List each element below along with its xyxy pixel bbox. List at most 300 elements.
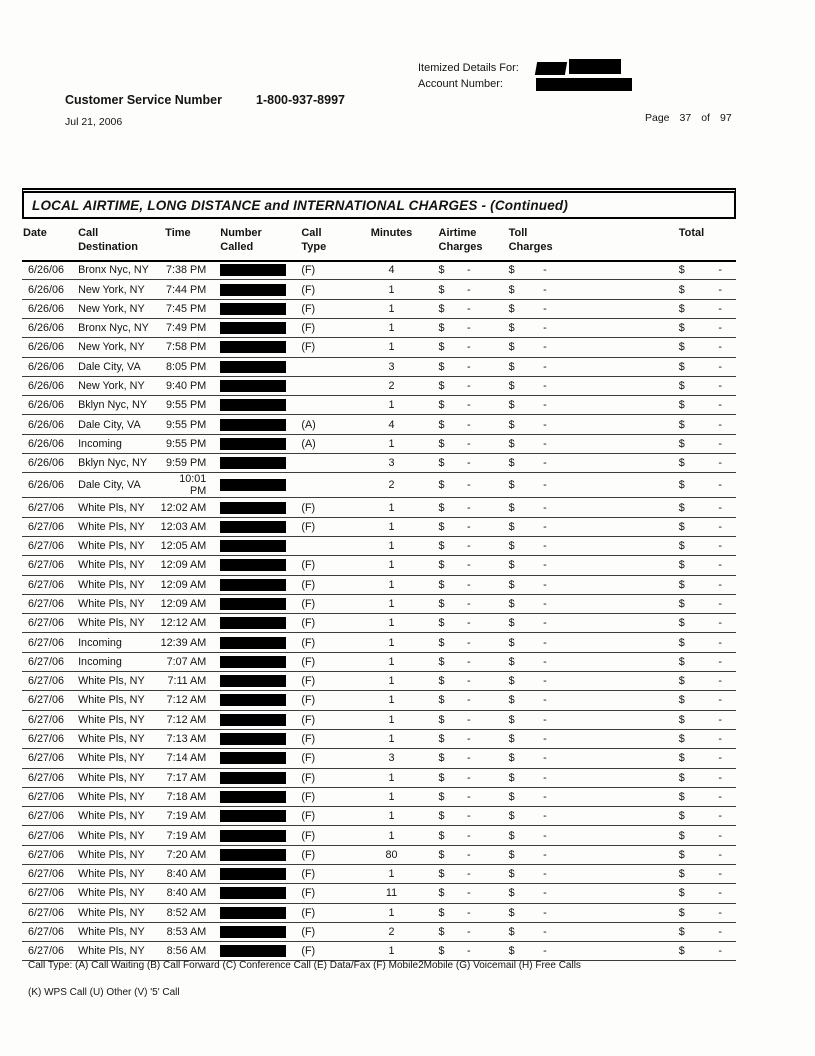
cell-airtime-charges [439,691,501,710]
cell-total [621,498,736,517]
cell-airtime-charges [439,826,501,845]
cell-call-destination: White Pls, NY [72,691,160,710]
charge-amount: - [543,655,547,668]
cell-date: 6/26/06 [22,376,72,395]
cell-total [621,338,736,357]
table-title: LOCAL AIRTIME, LONG DISTANCE and INTERNATIONAL CHARGES - (Continued) [22,188,736,219]
call-row [22,807,736,826]
cell-toll-charges [501,261,621,280]
cell-toll-charges [501,318,621,337]
cell-call-type: (F) [292,710,344,729]
call-row [22,903,736,922]
cell-airtime-charges [439,922,501,941]
cell-number-called [218,415,292,434]
cell-minutes: 3 [344,454,438,473]
cell-date: 6/27/06 [22,691,72,710]
charge-amount: - [718,540,722,553]
cell-date: 6/27/06 [22,672,72,691]
charge-amount: - [467,559,471,572]
dollar-sign: $ [508,597,515,610]
cell-number-called [218,768,292,787]
cell-number-called [218,942,292,961]
charge-amount: - [467,655,471,668]
cell-date: 6/27/06 [22,498,72,517]
dollar-sign: $ [508,887,515,900]
cell-time: 7:07 AM [160,652,218,671]
dollar-sign: $ [438,887,445,900]
charge-amount: - [543,360,547,373]
cell-total [621,299,736,318]
cell-total [621,614,736,633]
cell-time: 7:44 PM [160,280,218,299]
redacted-phone-number-bar [220,810,286,822]
dollar-sign: $ [678,694,685,707]
redacted-phone-number-bar [220,598,286,610]
cell-date: 6/26/06 [22,415,72,434]
cell-number-called [218,845,292,864]
cell-minutes: 1 [344,633,438,652]
table-header-row [22,219,736,261]
dollar-sign: $ [678,617,685,630]
charge-amount: - [543,540,547,553]
cell-time: 8:40 AM [160,865,218,884]
dollar-sign: $ [678,399,685,412]
cell-number-called [218,357,292,376]
dollar-sign: $ [678,945,685,958]
cell-number-called [218,787,292,806]
charge-amount: - [543,790,547,803]
cell-total [621,729,736,748]
cell-airtime-charges [439,338,501,357]
cell-date: 6/26/06 [22,299,72,318]
cell-minutes: 1 [344,672,438,691]
dollar-sign: $ [438,810,445,823]
cell-call-destination: White Pls, NY [72,594,160,613]
redacted-phone-number-bar [220,694,286,706]
dollar-sign: $ [508,771,515,784]
cell-number-called [218,826,292,845]
cell-minutes: 1 [344,498,438,517]
account-block [418,60,632,92]
call-row [22,749,736,768]
cell-time: 7:38 PM [160,261,218,280]
cell-toll-charges [501,729,621,748]
itemized-details-line [418,60,632,76]
cell-date: 6/27/06 [22,594,72,613]
cell-toll-charges [501,865,621,884]
charge-amount: - [718,868,722,881]
cell-airtime-charges [439,845,501,864]
call-row [22,865,736,884]
cell-call-destination: New York, NY [72,376,160,395]
cell-toll-charges [501,614,621,633]
charge-amount: - [543,713,547,726]
cell-minutes: 1 [344,318,438,337]
charge-amount: - [718,597,722,610]
dollar-sign: $ [438,399,445,412]
col-header-toll-line1: Toll [508,227,528,239]
cell-call-destination: White Pls, NY [72,845,160,864]
charge-amount: - [718,713,722,726]
cell-call-destination: White Pls, NY [72,768,160,787]
cell-call-type: (F) [292,498,344,517]
cell-minutes: 80 [344,845,438,864]
cell-airtime-charges [439,729,501,748]
charge-amount: - [467,868,471,881]
dollar-sign: $ [678,887,685,900]
call-type-legend-line1: Call Type: (A) Call Waiting (B) Call Forward (C) Conference Call (E) Data/Fax (F) Mobile2Mobile (G) Voicemail (H) Free Calls [28,960,581,971]
cell-time: 7:58 PM [160,338,218,357]
cell-date: 6/27/06 [22,517,72,536]
cell-call-destination: White Pls, NY [72,536,160,555]
charge-amount: - [467,829,471,842]
charge-amount: - [718,926,722,939]
col-header-call-destination-line2: Destination [78,241,138,254]
cell-number-called [218,672,292,691]
cell-number-called [218,922,292,941]
cell-total [621,922,736,941]
cell-total [621,434,736,453]
cell-number-called [218,338,292,357]
cell-airtime-charges [439,376,501,395]
charge-amount: - [543,771,547,784]
charge-amount: - [543,675,547,688]
call-row [22,338,736,357]
redacted-phone-number-bar [220,579,286,591]
call-row [22,633,736,652]
redacted-account-number-bar [536,78,632,91]
charge-amount: - [718,655,722,668]
charge-amount: - [467,752,471,765]
dollar-sign: $ [438,713,445,726]
redacted-phone-number-bar [220,502,286,514]
dollar-sign: $ [438,733,445,746]
cell-call-destination: New York, NY [72,338,160,357]
cell-airtime-charges [439,261,501,280]
dollar-sign: $ [678,380,685,393]
cell-date: 6/26/06 [22,338,72,357]
cell-total [621,633,736,652]
cell-airtime-charges [439,672,501,691]
cell-time: 7:13 AM [160,729,218,748]
cell-date: 6/27/06 [22,884,72,903]
cell-call-destination: Dale City, VA [72,473,160,498]
dollar-sign: $ [678,322,685,335]
col-header-call-destination-line1: Call [78,227,99,239]
dollar-sign: $ [678,479,685,492]
cell-number-called [218,280,292,299]
charge-amount: - [543,399,547,412]
cell-time: 7:19 AM [160,807,218,826]
call-type-legend-line2: (K) WPS Call (U) Other (V) '5' Call [28,987,180,998]
redacted-phone-number-bar [220,399,286,411]
dollar-sign: $ [508,479,515,492]
cell-airtime-charges [439,536,501,555]
charge-amount: - [543,341,547,354]
dollar-sign: $ [508,360,515,373]
dollar-sign: $ [508,752,515,765]
cell-toll-charges [501,280,621,299]
dollar-sign: $ [508,418,515,431]
cell-call-destination: White Pls, NY [72,498,160,517]
dollar-sign: $ [508,926,515,939]
cell-time: 7:20 AM [160,845,218,864]
charge-amount: - [543,380,547,393]
redacted-phone-number-bar [220,714,286,726]
charge-amount: - [543,479,547,492]
cell-minutes: 1 [344,594,438,613]
cell-toll-charges [501,575,621,594]
dollar-sign: $ [678,360,685,373]
cell-time: 7:11 AM [160,672,218,691]
col-header-airtime-line1: Airtime [438,227,477,239]
charge-amount: - [718,887,722,900]
dollar-sign: $ [438,540,445,553]
dollar-sign: $ [678,437,685,450]
cell-minutes: 2 [344,376,438,395]
cell-call-destination: White Pls, NY [72,807,160,826]
cell-time: 9:55 PM [160,396,218,415]
charge-amount: - [467,302,471,315]
cell-call-type: (F) [292,865,344,884]
cell-call-destination: White Pls, NY [72,884,160,903]
cell-time: 7:12 AM [160,710,218,729]
cell-number-called [218,454,292,473]
cell-call-destination: White Pls, NY [72,710,160,729]
call-row [22,318,736,337]
dollar-sign: $ [508,694,515,707]
cell-time: 8:40 AM [160,884,218,903]
dollar-sign: $ [678,283,685,296]
charge-amount: - [467,675,471,688]
charge-amount: - [543,810,547,823]
cell-total [621,807,736,826]
charge-amount: - [543,945,547,958]
account-number-line [418,76,632,92]
cell-time: 12:09 AM [160,575,218,594]
cell-time: 12:12 AM [160,614,218,633]
charge-amount: - [467,283,471,296]
dollar-sign: $ [438,559,445,572]
dollar-sign: $ [438,457,445,470]
charge-amount: - [543,694,547,707]
cell-number-called [218,498,292,517]
cell-number-called [218,729,292,748]
cell-minutes: 1 [344,338,438,357]
cell-time: 7:14 AM [160,749,218,768]
cell-number-called [218,575,292,594]
call-row [22,672,736,691]
redacted-phone-number-bar [220,303,286,315]
charge-amount: - [718,399,722,412]
account-number-label: Account Number: [418,78,503,90]
cell-minutes: 1 [344,536,438,555]
charge-amount: - [467,926,471,939]
dollar-sign: $ [508,437,515,450]
charge-amount: - [543,829,547,842]
dollar-sign: $ [678,829,685,842]
cell-minutes: 1 [344,729,438,748]
dollar-sign: $ [678,906,685,919]
cell-date: 6/27/06 [22,807,72,826]
cell-call-type: (F) [292,691,344,710]
dollar-sign: $ [508,380,515,393]
dollar-sign: $ [678,578,685,591]
cell-call-type: (F) [292,922,344,941]
cell-time: 9:55 PM [160,434,218,453]
cell-airtime-charges [439,318,501,337]
col-header-date: Date [23,227,47,239]
cell-airtime-charges [439,652,501,671]
dollar-sign: $ [678,848,685,861]
redacted-phone-number-bar [220,284,286,296]
call-row [22,299,736,318]
dollar-sign: $ [438,520,445,533]
cell-call-destination: White Pls, NY [72,575,160,594]
cell-number-called [218,652,292,671]
cell-number-called [218,517,292,536]
cell-number-called [218,376,292,395]
dollar-sign: $ [678,302,685,315]
cell-number-called [218,614,292,633]
cell-minutes: 1 [344,768,438,787]
dollar-sign: $ [508,636,515,649]
col-header-call-type-line2: Type [301,241,327,254]
cell-minutes: 4 [344,415,438,434]
charge-amount: - [543,906,547,919]
cell-number-called [218,884,292,903]
charges-table-section [22,188,736,961]
dollar-sign: $ [678,341,685,354]
cell-call-type: (F) [292,338,344,357]
col-header-airtime-line2: Charges [438,241,483,254]
cell-toll-charges [501,357,621,376]
cell-total [621,318,736,337]
cell-date: 6/27/06 [22,845,72,864]
dollar-sign: $ [438,655,445,668]
redacted-phone-number-bar [220,559,286,571]
charge-amount: - [718,418,722,431]
cell-airtime-charges [439,633,501,652]
customer-service-line [65,93,345,107]
cell-date: 6/26/06 [22,357,72,376]
charge-amount: - [543,457,547,470]
dollar-sign: $ [678,733,685,746]
cell-total [621,768,736,787]
cell-call-type [292,396,344,415]
charge-amount: - [718,790,722,803]
cell-toll-charges [501,536,621,555]
dollar-sign: $ [678,675,685,688]
cell-toll-charges [501,517,621,536]
cell-total [621,594,736,613]
cell-call-type [292,454,344,473]
call-row [22,498,736,517]
cell-toll-charges [501,376,621,395]
call-row [22,536,736,555]
charge-amount: - [467,887,471,900]
dollar-sign: $ [438,906,445,919]
dollar-sign: $ [438,790,445,803]
dollar-sign: $ [678,926,685,939]
call-row [22,614,736,633]
cell-total [621,280,736,299]
dollar-sign: $ [438,501,445,514]
dollar-sign: $ [678,501,685,514]
cell-minutes: 11 [344,884,438,903]
charge-amount: - [467,636,471,649]
dollar-sign: $ [438,418,445,431]
cell-toll-charges [501,884,621,903]
cell-date: 6/26/06 [22,434,72,453]
charge-amount: - [467,790,471,803]
cell-call-destination: White Pls, NY [72,556,160,575]
charge-amount: - [718,302,722,315]
cell-minutes: 1 [344,807,438,826]
dollar-sign: $ [508,457,515,470]
cell-time: 7:12 AM [160,691,218,710]
charge-amount: - [467,322,471,335]
cell-call-type: (F) [292,318,344,337]
col-header-total: Total [678,227,705,239]
cell-total [621,357,736,376]
page-total: 97 [719,112,732,124]
call-row [22,396,736,415]
dollar-sign: $ [438,752,445,765]
charge-amount: - [467,380,471,393]
dollar-sign: $ [438,437,445,450]
charge-amount: - [543,733,547,746]
col-header-call-destination [72,219,160,261]
cell-minutes: 1 [344,517,438,536]
cell-airtime-charges [439,594,501,613]
dollar-sign: $ [438,283,445,296]
cell-call-type [292,536,344,555]
cell-call-type: (A) [292,415,344,434]
cell-date: 6/27/06 [22,575,72,594]
cell-number-called [218,691,292,710]
cell-toll-charges [501,691,621,710]
charge-amount: - [718,501,722,514]
dollar-sign: $ [438,322,445,335]
cell-time: 8:52 AM [160,903,218,922]
call-row [22,575,736,594]
cell-time: 7:49 PM [160,318,218,337]
cell-minutes: 1 [344,903,438,922]
cell-call-type: (F) [292,749,344,768]
page-number: 37 [679,112,692,124]
cell-call-destination: Dale City, VA [72,357,160,376]
cell-date: 6/27/06 [22,710,72,729]
dollar-sign: $ [678,264,685,277]
dollar-sign: $ [508,617,515,630]
cell-time: 7:45 PM [160,299,218,318]
cell-call-type: (F) [292,672,344,691]
call-row [22,280,736,299]
dollar-sign: $ [678,559,685,572]
cell-airtime-charges [439,415,501,434]
cell-call-type: (F) [292,633,344,652]
dollar-sign: $ [508,559,515,572]
cell-minutes: 1 [344,575,438,594]
dollar-sign: $ [438,264,445,277]
col-header-number-called-line2: Called [220,241,254,254]
cell-toll-charges [501,903,621,922]
itemized-details-label: Itemized Details For: [418,62,519,74]
cell-date: 6/26/06 [22,396,72,415]
cell-minutes: 1 [344,865,438,884]
charge-amount: - [718,752,722,765]
